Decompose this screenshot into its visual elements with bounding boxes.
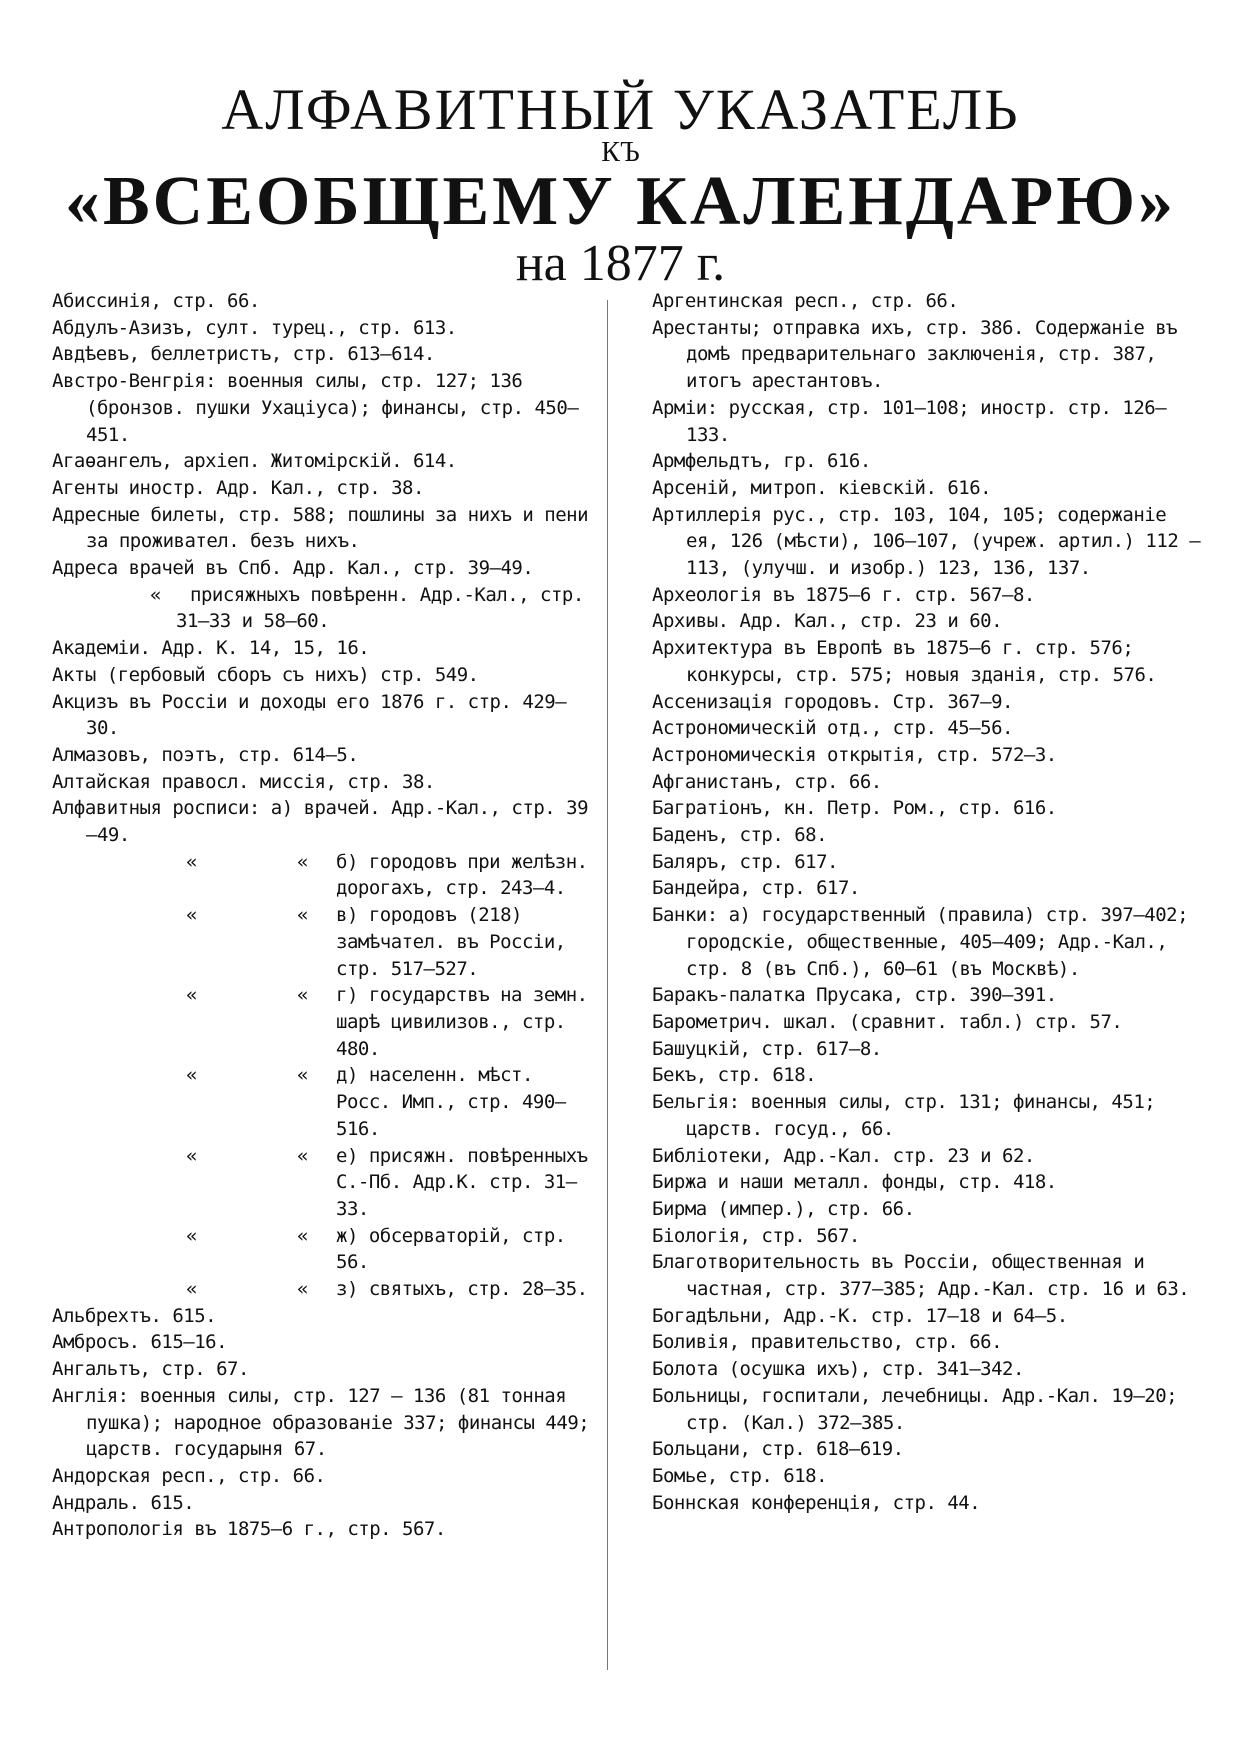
index-entry: Акцизъ въ Россіи и доходы его 1876 г. стр. 429—30. xyxy=(52,690,567,740)
ditto-mark: « xyxy=(186,1064,197,1087)
index-entry: Больцани, стр. 618—619. xyxy=(652,1438,904,1461)
ditto-mark: « xyxy=(296,1064,308,1087)
index-subentry: « « в) городовъ (218) замѣчател. въ Россіи, стр. 517—527. xyxy=(186,904,566,980)
index-entry: Багратіонъ, кн. Петр. Ром., стр. 616. xyxy=(652,797,1057,820)
title-line-1: АЛФАВИТНЫЙ УКАЗАТЕЛЬ xyxy=(221,77,1020,142)
ditto-mark: « xyxy=(186,1224,197,1247)
ditto-mark: « xyxy=(186,1278,197,1301)
index-entry: Бирма (импер.), стр. 66. xyxy=(652,1197,915,1220)
index-subentry: « « б) городовъ при желѣзн. дорогахъ, стр. 243—4. xyxy=(186,850,588,900)
index-entry: Агенты иностр. Адр. Кал., стр. 38. xyxy=(52,476,424,499)
index-entry: Боливія, правительство, стр. 66. xyxy=(652,1331,1003,1354)
index-entry: Арміи: русская, стр. 101—108; иностр. стр. 126—133. xyxy=(652,396,1167,446)
index-entry: Авдѣевъ, беллетристъ, стр. 613—614. xyxy=(52,343,435,366)
index-entry: Адресные билеты, стр. 588; пошлины за нихъ и пени за проживател. безъ нихъ. xyxy=(52,503,589,553)
index-entry: Алмазовъ, поэтъ, стр. 614—5. xyxy=(52,743,359,766)
index-entry: Башуцкій, стр. 617—8. xyxy=(652,1037,882,1060)
index-entry: Барометрич. шкал. (сравнит. табл.) стр. 57. xyxy=(652,1010,1123,1033)
index-subentry: « « г) государствъ на земн. шарѣ цивилизов., стр. 480. xyxy=(186,984,588,1060)
index-entry: Биржа и наши металл. фонды, стр. 418. xyxy=(652,1171,1057,1194)
index-entry: Баракъ-палатка Прусака, стр. 390—391. xyxy=(652,984,1057,1007)
index-entry: Амбросъ. 615—16. xyxy=(52,1331,228,1354)
column-divider xyxy=(607,300,608,1670)
ditto-mark: « xyxy=(296,1278,308,1301)
index-subentry: « присяжныхъ повѣренн. Адр.-Кал., стр. 31—33 и 58—60. xyxy=(150,583,584,633)
title-line-3: «ВСЕОБЩЕМУ КАЛЕНДАРЮ» xyxy=(64,163,1177,240)
index-entry: Альбрехтъ. 615. xyxy=(52,1304,217,1327)
index-entry: Астрономическія открытія, стр. 572—3. xyxy=(652,743,1057,766)
index-entry: Благотворительность въ Россіи, общественная и частная, стр. 377—385; Адр.-Кал. стр. 16 и 63. xyxy=(652,1251,1190,1301)
index-entry: Андорская респ., стр. 66. xyxy=(52,1464,326,1487)
index-entry: Алтайская правосл. миссія, стр. 38. xyxy=(52,770,435,793)
index-entry: Астрономическій отд., стр. 45—56. xyxy=(652,717,1013,740)
ditto-mark: « xyxy=(186,850,197,873)
index-entry: Баляръ, стр. 617. xyxy=(652,850,838,873)
index-entry: Артиллерія рус., стр. 103, 104, 105; содержаніе ея, 126 (мѣсти), 106—107, (учреж. артил.) 112 — 113, (улучш. и изобр.) 123, 136, 137. xyxy=(652,503,1201,580)
index-entry: Адреса врачей въ Спб. Адр. Кал., стр. 39—49. xyxy=(52,557,534,580)
index-entry: Баденъ, стр. 68. xyxy=(652,824,828,847)
index-entry: Богадѣльни, Адр.-К. стр. 17—18 и 64—5. xyxy=(652,1304,1068,1327)
index-entry: Арестанты; отправка ихъ, стр. 386. Содержаніе въ домѣ предварительнаго заключенія, стр. 387, итогъ арестантовъ. xyxy=(652,316,1178,393)
index-entry: Андраль. 615. xyxy=(52,1491,195,1514)
title-line-4: на 1877 г. xyxy=(515,235,726,292)
ditto-mark: « xyxy=(296,984,308,1007)
ditto-mark: « xyxy=(186,984,197,1007)
index-entry: Бандейра, стр. 617. xyxy=(652,877,860,900)
index-subentry: « « е) присяжн. повѣренныхъ С.-Пб. Адр.К. стр. 31—33. xyxy=(186,1144,588,1220)
index-subentry: « « д) населенн. мѣст. Росс. Имп., стр. 490—516. xyxy=(186,1064,566,1140)
ditto-mark: « xyxy=(186,1144,197,1167)
index-entry: Агаѳангелъ, архіеп. Житомірскій. 614. xyxy=(52,450,457,473)
index-entry: Бомье, стр. 618. xyxy=(652,1464,828,1487)
index-entry: Археологія въ 1875—6 г. стр. 567—8. xyxy=(652,583,1035,606)
ditto-mark: « xyxy=(296,904,308,927)
index-entry: Афганистанъ, стр. 66. xyxy=(652,770,882,793)
index-entry: Ангальтъ, стр. 67. xyxy=(52,1358,249,1381)
index-subentry: « « ж) обсерваторій, стр. 56. xyxy=(186,1224,566,1274)
index-entry: Австро-Венгрія: военныя силы, стр. 127; 136 (бронзов. пушки Ухаціуса); финансы, стр. 450—451. xyxy=(52,370,579,446)
index-entry: Абдулъ-Азизъ, султ. турец., стр. 613. xyxy=(52,316,457,339)
index-entry: Боннская конференція, стр. 44. xyxy=(652,1491,981,1514)
index-entry: Бекъ, стр. 618. xyxy=(652,1064,817,1087)
ditto-mark: « xyxy=(296,850,308,873)
index-entry: Библіотеки, Адр.-Кал. стр. 23 и 62. xyxy=(652,1144,1035,1167)
index-entry: Болота (осушка ихъ), стр. 341—342. xyxy=(652,1358,1024,1381)
ditto-mark: « xyxy=(186,904,197,927)
index-entry: Англія: военныя силы, стр. 127 — 136 (81 тонная пушка); народное образованіе 337; финансы 449; царств. государыня 67. xyxy=(52,1384,590,1461)
index-entry: Біологія, стр. 567. xyxy=(652,1224,860,1247)
ditto-mark: « xyxy=(296,1224,308,1247)
index-entry: Арсеній, митроп. кіевскій. 616. xyxy=(652,476,992,499)
index-entry: Банки: а) государственный (правила) стр. 397—402; городскіе, общественные, 405—409; Адр.-Кал., стр. 8 (въ Спб.), 60—61 (въ Москвѣ). xyxy=(652,904,1189,980)
ditto-mark: « xyxy=(150,583,161,606)
index-entry: Больницы, госпитали, лечебницы. Адр.-Кал. 19—20; стр. (Кал.) 372—385. xyxy=(652,1384,1178,1434)
index-entry: Архитектура въ Европѣ въ 1875—6 г. стр. 576; конкурсы, стр. 575; новыя зданія, стр. 576. xyxy=(652,637,1157,686)
right-column xyxy=(652,288,1207,1516)
index-entry: Акты (гербовый сборъ съ нихъ) стр. 549. xyxy=(52,663,479,686)
index-subentry: « « з) святыхъ, стр. 28—35. xyxy=(186,1278,588,1301)
index-entry: Аргентинская респ., стр. 66. xyxy=(652,290,959,312)
index-entry: Абиссинія, стр. 66. xyxy=(52,290,260,312)
index-entry: Бельгія: военныя силы, стр. 131; финансы, 451; царств. госуд., 66. xyxy=(652,1091,1156,1140)
ditto-mark: « xyxy=(296,1144,308,1167)
page-header xyxy=(0,77,1241,292)
index-entry: Архивы. Адр. Кал., стр. 23 и 60. xyxy=(652,610,1003,633)
index-entry: Антропологія въ 1875—6 г., стр. 567. xyxy=(52,1518,446,1541)
index-entry: Ассенизація городовъ. Стр. 367—9. xyxy=(652,690,1013,713)
index-entry: Алфавитныя росписи: а) врачей. Адр.-Кал., стр. 39—49. xyxy=(52,797,589,847)
index-entry: Академіи. Адр. К. 14, 15, 16. xyxy=(52,637,370,660)
left-column xyxy=(52,288,597,1543)
title-line-2: КЪ xyxy=(601,137,640,168)
index-entry: Армфельдтъ, гр. 616. xyxy=(652,450,871,473)
